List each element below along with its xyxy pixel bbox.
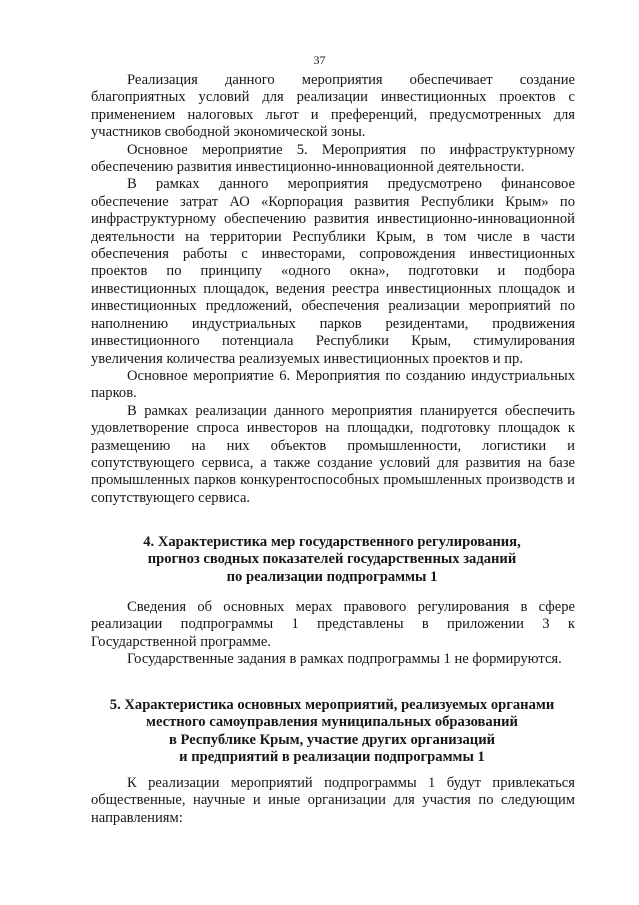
section-5-body — [91, 775, 575, 827]
paragraph-main-measure-6: Основное мероприятие 6. Мероприятия по созданию индустриальных парков. — [91, 367, 575, 402]
paragraph-legal-regulation: Сведения об основных мерах правового регулирования в сфере реализации подпрограммы 1 представлены в приложении 3 к Государственной программе. — [91, 599, 575, 650]
section-5-heading — [80, 697, 584, 767]
section-4-heading — [80, 534, 584, 586]
section-4-heading-line: прогноз сводных показателей государственных заданий — [147, 551, 517, 568]
section-5-heading-line: местного самоуправления муниципальных образований — [146, 714, 518, 731]
page-number: 37 — [313, 53, 326, 67]
paragraph-state-tasks: Государственные задания в рамках подпрограммы 1 не формируются. — [127, 651, 562, 668]
body-text-block — [91, 72, 575, 507]
section-5-heading-line: в Республике Крым, участие других организаций — [168, 731, 496, 748]
paragraph-measure-effect: Реализация данного мероприятия обеспечивает создание благоприятных условий для реализации инвестиционных проектов с применением налоговых льгот и преференций, предусмотренных для участников свободной экономической зоны. — [91, 72, 575, 141]
paragraph-main-measure-5: Основное мероприятие 5. Мероприятия по инфраструктурному обеспечению развития инвестиционно-инновационной деятельности. — [91, 141, 575, 176]
section-4-body — [91, 599, 575, 669]
section-4-heading-line: по реализации подпрограммы 1 — [226, 568, 438, 585]
section-4-heading-line: 4. Характеристика мер государственного регулирования, — [143, 534, 521, 550]
paragraph-measure-5-details: В рамках данного мероприятия предусмотрено финансовое обеспечение затрат АО «Корпорация развития Республики Крым» по инфраструктурному обеспечению развития инвестиционно-инновационной деятельности на территории Республики Крым, в том числе в части обеспечения работы с инвесторами, сопровождения инвестиционных проектов по принципу «одного окна», подготовки и подбора инвестиционных площадок, ведения реестра инвестиционных площадок и инвестиционных предложений, обеспечения реализации мероприятий по наполнению индустриальных парков резидентами, продвижения инвестиционного потенциала Республики Крым, стимулирования увеличения количества реализуемых инвестиционных проектов и пр. — [91, 176, 575, 367]
paragraph-measure-6-details: В рамках реализации данного мероприятия планируется обеспечить удовлетворение спроса инвесторов на площадки, подготовку площадок к размещению на них объектов промышленности, логистики и сопутствующего сервиса, а также создание условий для развития на базе промышленных парков конкурентоспособных промышленных производств и сопутствующего сервиса. — [91, 402, 575, 506]
section-5-heading-line: и предприятий в реализации подпрограммы 1 — [179, 749, 485, 766]
section-5-heading-line: 5. Характеристика основных мероприятий, реализуемых органами — [109, 697, 555, 713]
paragraph-organizations-involvement: К реализации мероприятий подпрограммы 1 будут привлекаться общественные, научные и иные организации для участия по следующим направлениям: — [91, 775, 575, 826]
